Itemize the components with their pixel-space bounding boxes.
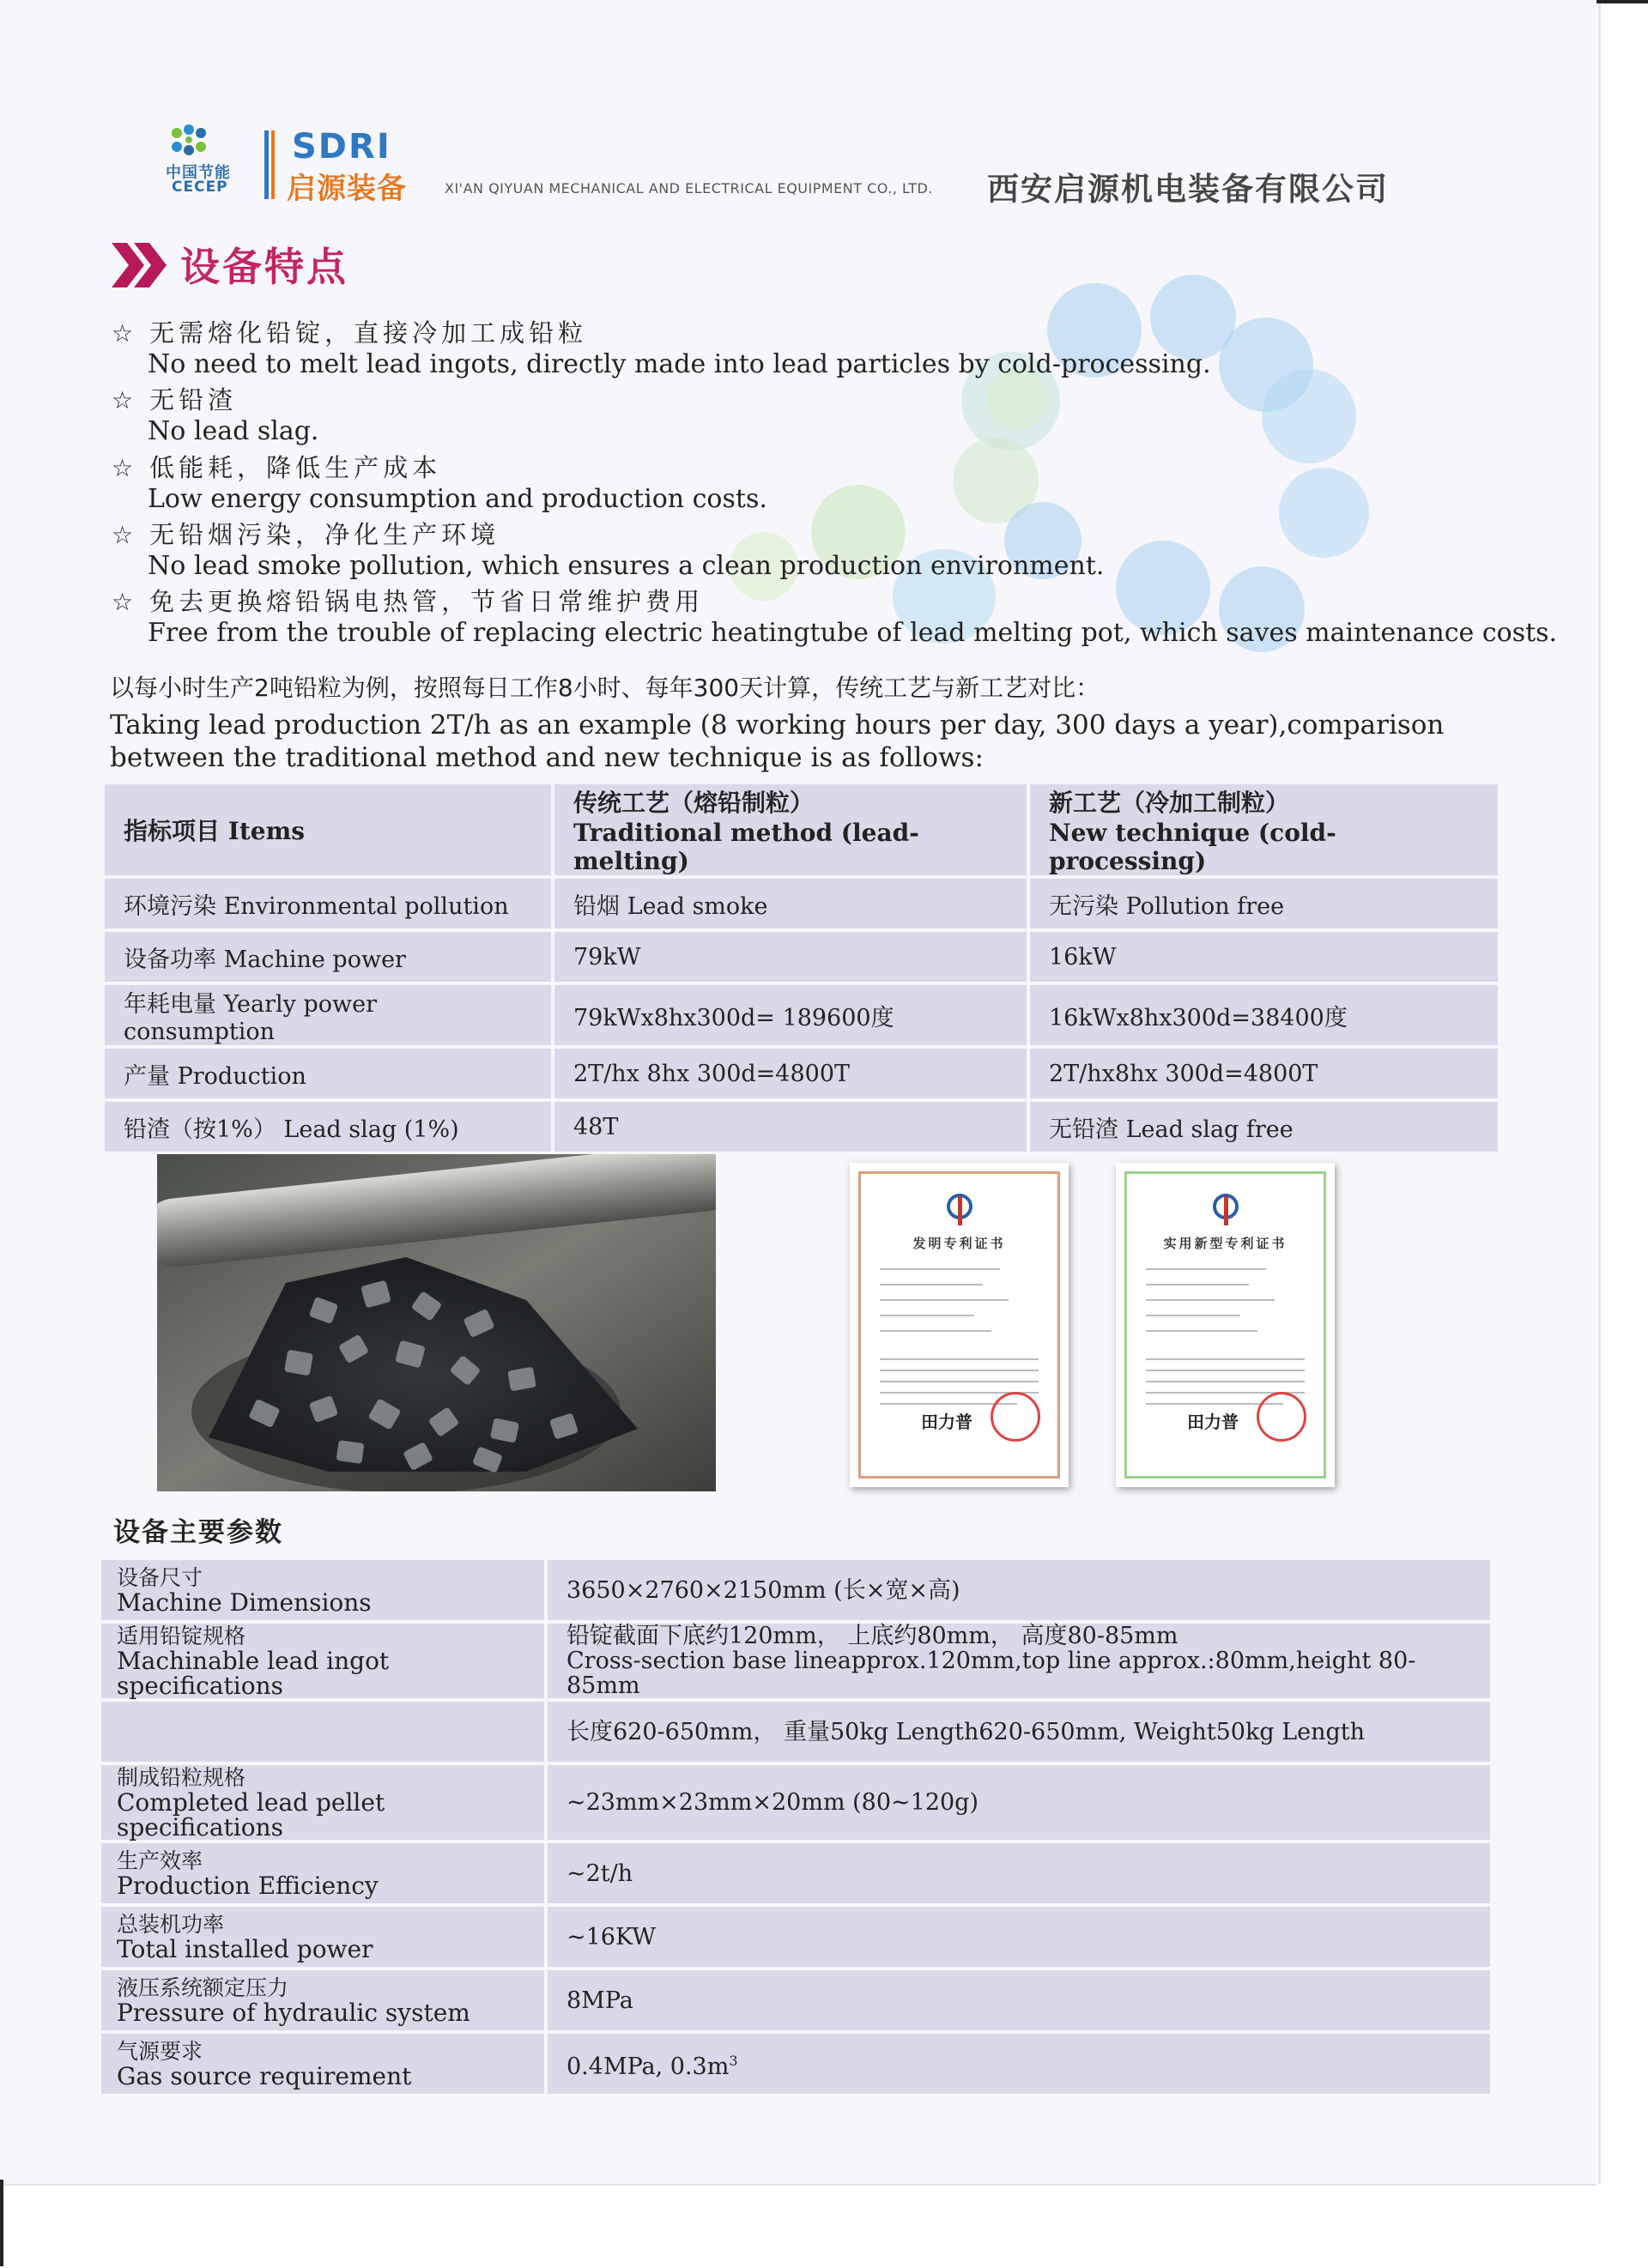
table-cell: 产量 Production	[105, 1049, 551, 1098]
intro-cn: 以每小时生产2吨铅粒为例，按照每日工作8小时、每年300天计算，传统工艺与新工艺对比：	[110, 674, 1100, 702]
param-key: 总装机功率 Total installed power	[101, 1907, 544, 1967]
table-cell: 16kWx8hx300d=38400度	[1030, 985, 1498, 1045]
param-value: ~23mm×23mm×20mm (80~120g)	[548, 1765, 1490, 1840]
comparison-intro	[110, 669, 1500, 774]
table-cell: 设备功率 Machine power	[105, 932, 551, 982]
feature-cn: 低能耗，降低生产成本	[149, 453, 442, 482]
company-name-en: XI'AN QIYUAN MECHANICAL AND ELECTRICAL EQUIPMENT CO., LTD.	[445, 180, 933, 197]
comparison-table	[101, 781, 1501, 1155]
page-edge	[1598, 0, 1601, 2184]
scan-mark-top	[1596, 0, 1648, 3]
table-cell: 2T/hx8hx 300d=4800T	[1030, 1049, 1498, 1098]
param-value: 铅锭截面下底约120mm， 上底约80mm， 高度80-85mm Cross-section base lineapprox.120mm,top line approx.:80mm,height 80-85mm	[548, 1624, 1490, 1698]
scan-bottom-margin	[0, 2184, 1596, 2268]
star-icon: ☆	[112, 454, 138, 482]
table-cell: 无污染 Pollution free	[1030, 879, 1498, 928]
lead-pellets-photo	[157, 1154, 716, 1491]
param-key: 气源要求 Gas source requirement	[101, 2034, 544, 2094]
feature-item	[112, 449, 767, 514]
table-row	[101, 1560, 1490, 1620]
scan-mark	[0, 2180, 3, 2266]
certificate-signature: 田力普	[1187, 1412, 1239, 1432]
star-icon: ☆	[112, 319, 138, 348]
sdri-logo-text: SDRI	[292, 127, 391, 166]
header-items: 指标项目 Items	[105, 784, 551, 875]
table-row	[101, 1907, 1490, 1967]
table-cell: 无铅渣 Lead slag free	[1030, 1102, 1498, 1152]
table-cell: 16kW	[1030, 932, 1498, 982]
table-cell: 年耗电量 Yearly power consumption	[105, 985, 551, 1045]
param-key: 设备尺寸 Machine Dimensions	[101, 1560, 544, 1620]
table-cell: 铅烟 Lead smoke	[554, 879, 1027, 928]
red-seal-icon	[1257, 1392, 1306, 1442]
parameters-table	[98, 1557, 1494, 2097]
table-row	[105, 879, 1498, 928]
param-value: ~2t/h	[548, 1843, 1490, 1903]
scan-margin	[1596, 0, 1648, 2266]
table-cell: 环境污染 Environmental pollution	[105, 879, 551, 928]
feature-cn: 无需熔化铅锭，直接冷加工成铅粒	[149, 318, 588, 348]
param-key	[101, 1702, 544, 1762]
cecep-cn-label: 中国节能	[166, 164, 231, 182]
table-row	[105, 985, 1498, 1045]
feature-en: No lead slag.	[148, 416, 319, 446]
param-key: 制成铅粒规格 Completed lead pellet specifications	[101, 1765, 544, 1840]
table-row	[105, 932, 1498, 982]
param-key: 适用铅锭规格 Machinable lead ingot specifications	[101, 1624, 544, 1698]
table-row	[101, 1970, 1490, 2030]
table-row	[101, 1702, 1490, 1762]
param-key: 液压系统额定压力 Pressure of hydraulic system	[101, 1970, 544, 2030]
table-header-row	[105, 784, 1498, 875]
feature-item	[112, 314, 1211, 379]
intro-en: Taking lead production 2T/h as an example (8 working hours per day, 300 days a year),comparison between the traditional method and new technique is as follows:	[110, 710, 1445, 773]
param-value: 8MPa	[548, 1970, 1490, 2030]
feature-item	[112, 381, 318, 446]
table-cell: 2T/hx 8hx 300d=4800T	[554, 1049, 1027, 1098]
param-key: 生产效率 Production Efficiency	[101, 1843, 544, 1903]
param-value: 0.4MPa, $0.3m^3$	[548, 2034, 1490, 2094]
company-name-cn: 西安启源机电装备有限公司	[987, 171, 1389, 208]
feature-en: No need to melt lead ingots, directly made into lead particles by cold-processing.	[148, 349, 1211, 379]
logo-divider	[264, 130, 269, 199]
table-row	[101, 1765, 1490, 1840]
invention-patent-certificate	[850, 1163, 1069, 1487]
patent-office-logo-icon	[944, 1193, 975, 1227]
feature-cn: 免去更换熔铅锅电热管，节省日常维护费用	[149, 587, 705, 616]
certificate-title: 实用新型专利证书	[1163, 1236, 1288, 1251]
cecep-label: CECEP	[172, 178, 228, 196]
cecep-logo-icon	[168, 124, 230, 159]
decor-dot	[1262, 369, 1356, 463]
table-cell: 79kW	[554, 932, 1027, 982]
section-title: 设备特点	[180, 244, 348, 290]
table-row	[101, 1843, 1490, 1903]
star-icon: ☆	[112, 588, 138, 616]
feature-en: Free from the trouble of replacing electric heatingtube of lead melting pot, which saves maintenance costs.	[148, 618, 1558, 648]
logo-divider	[271, 130, 275, 199]
table-row	[105, 1102, 1498, 1152]
params-title: 设备主要参数	[113, 1517, 283, 1548]
table-row	[101, 2034, 1490, 2094]
table-cell: 79kWx8hx300d= 189600度	[554, 985, 1027, 1045]
feature-cn: 无铅渣	[149, 385, 238, 414]
param-value: 3650×2760×2150mm (长×宽×高)	[548, 1560, 1490, 1620]
feature-cn: 无铅烟污染，净化生产环境	[149, 520, 500, 549]
table-cell: 48T	[554, 1102, 1027, 1152]
qiyuan-logo-text: 启源装备	[287, 172, 407, 206]
feature-item	[112, 516, 1104, 581]
utility-patent-certificate	[1116, 1163, 1335, 1487]
double-chevron-icon	[112, 243, 172, 287]
feature-en: No lead smoke pollution, which ensures a clean production environment.	[148, 551, 1105, 581]
patent-office-logo-icon	[1210, 1193, 1241, 1227]
feature-item	[112, 583, 1557, 648]
star-icon: ☆	[112, 521, 138, 549]
red-seal-icon	[991, 1392, 1040, 1442]
certificate-title: 发明专利证书	[912, 1236, 1006, 1251]
certificate-signature: 田力普	[921, 1412, 972, 1432]
table-row	[101, 1624, 1490, 1698]
table-row	[105, 1049, 1498, 1098]
param-value: ~16KW	[548, 1907, 1490, 1967]
header-new: 新工艺（冷加工制粒） New technique (cold-processing)	[1030, 784, 1498, 875]
star-icon: ☆	[112, 386, 138, 414]
param-value: 长度620-650mm， 重量50kg Length620-650mm, Weight50kg Length	[548, 1702, 1490, 1762]
header-traditional: 传统工艺（熔铅制粒） Traditional method (lead-melting)	[554, 784, 1027, 875]
decor-dot	[1279, 468, 1369, 558]
feature-en: Low energy consumption and production costs.	[148, 484, 767, 514]
table-cell: 铅渣（按1%） Lead slag (1%)	[105, 1102, 551, 1152]
